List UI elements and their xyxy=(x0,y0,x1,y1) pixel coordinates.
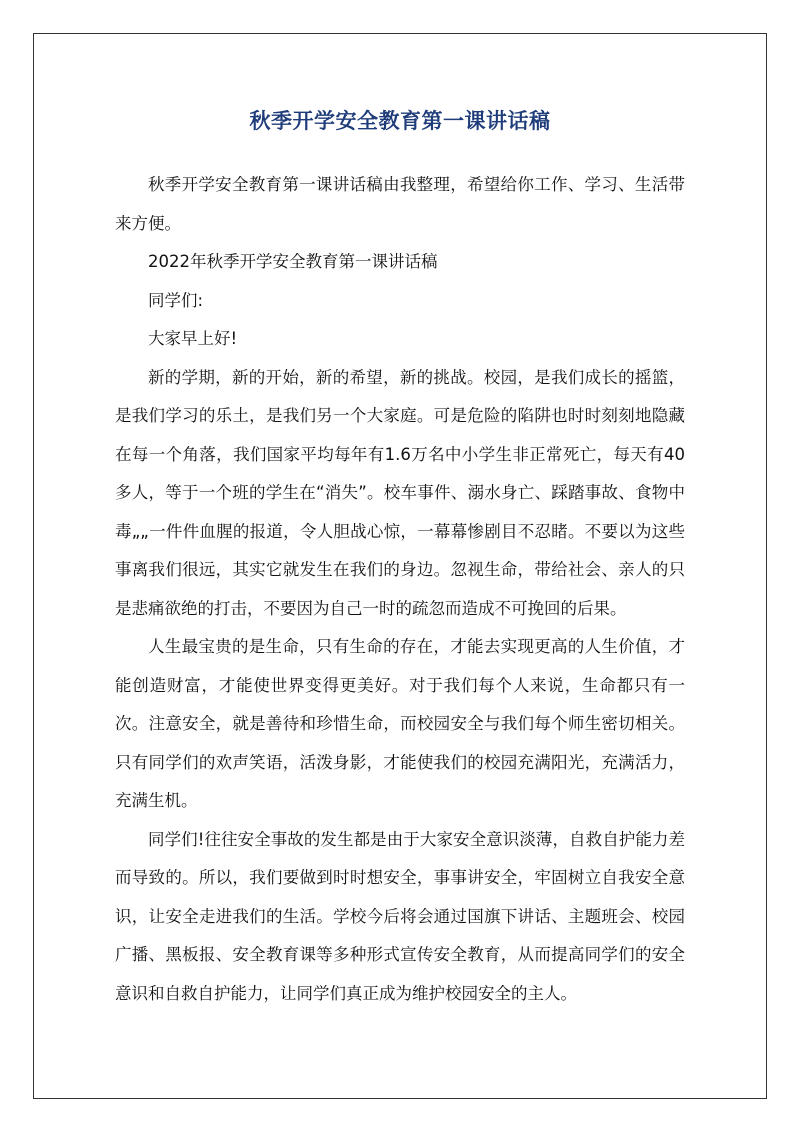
document-title: 秋季开学安全教育第一课讲话稿 xyxy=(249,109,551,133)
salutation: 同学们: xyxy=(148,290,204,310)
intro-paragraph: 秋季开学安全教育第一课讲话稿由我整理，希望给你工作、学习、生活带来方便。 xyxy=(115,175,685,233)
document-body xyxy=(115,166,685,1013)
body-paragraph-3: 同学们!往往安全事故的发生都是由于大家安全意识淡薄，自救自护能力差而导致的。所以，我们要做到时时想安全，事事讲安全，牢固树立自我安全意识，让安全走进我们的生活。学校今后将会通过国旗下讲话、主题班会、校园广播、黑板报、安全教育课等多种形式宣传安全教育，从而提高同学们的安全意识和自救自护能力，让同学们真正成为维护校园安全的主人。 xyxy=(115,829,685,1003)
greeting: 大家早上好! xyxy=(148,329,238,348)
speech-heading: 2022年秋季开学安全教育第一课讲话稿 xyxy=(148,252,438,271)
body-paragraph-2: 人生最宝贵的是生命，只有生命的存在，才能去实现更高的人生价值，才能创造财富，才能使世界变得更美好。对于我们每个人来说，生命都只有一次。注意安全，就是善待和珍惜生命，而校园安全与我们每个师生密切相关。只有同学们的欢声笑语，活泼身影，才能使我们的校园充满阳光，充满活力，充满生机。 xyxy=(115,637,685,810)
body-paragraph-1: 新的学期，新的开始，新的希望，新的挑战。校园，是我们成长的摇篮，是我们学习的乐土，是我们另一个大家庭。可是危险的陷阱也时时刻刻地隐藏在每一个角落，我们国家平均每年有1.6万名中小学生非正常死亡，每天有40多人，等于一个班的学生在“消失”。校车事件、溺水身亡、踩踏事故、食物中毒„„一件件血腥的报道，令人胆战心惊，一幕幕惨剧目不忍睹。不要以为这些事离我们很远，其实它就发生在我们的身边。忽视生命，带给社会、亲人的只是悲痛欲绝的打击，不要因为自己一时的疏忽而造成不可挽回的后果。 xyxy=(115,367,685,618)
